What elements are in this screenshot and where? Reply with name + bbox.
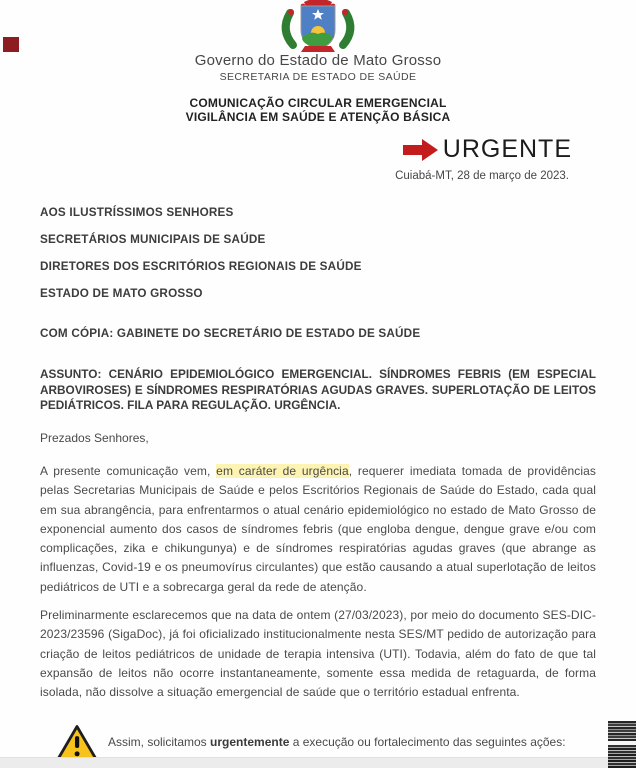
urgent-banner [403,135,572,164]
bottom-strip [0,757,636,768]
barcode [608,721,636,768]
paragraph1-post: , requerer imediata tomada de providências pelas Secretarias Municipais de Saúde e pelos Escritórios Regionais de Saúde do Estado, cada qual em sua abrangência, para enfrentarmos o atual cenário epidemiológico no estado de Mato Grosso de exponencial aumento dos casos de síndromes febris (que engloba dengue, dengue grave e/ou com complicações, zika e chikungunya) e de síndromes respiratórias agudas graves (que abrange as influenzas, Covid-19 e os pneumovírus circulantes) que estão causando a atual superlotação de leitos pediátricos de UTI e a sobrecarga geral da rede de atenção. [40,464,596,594]
urgent-arrow-icon [403,138,439,162]
document-title-line1: COMUNICAÇÃO CIRCULAR EMERGENCIAL [189,96,447,110]
action-pre: Assim, solicitamos [108,735,211,749]
copy-line: COM CÓPIA: GABINETE DO SECRETÁRIO DE ESTADO DE SAÚDE [40,327,421,340]
body-paragraph-1 [40,462,596,597]
recipient-line-3: DIRETORES DOS ESCRITÓRIOS REGIONAIS DE SAÚDE [40,260,362,273]
urgent-label: URGENTE [442,135,572,163]
paragraph1-highlighted-phrase: em caráter de urgência [216,464,349,478]
document-title-line2: VIGILÂNCIA EM SAÚDE E ATENÇÃO BÁSICA [185,110,451,124]
red-marker [3,37,19,52]
action-post: a execução ou fortalecimento das seguintes ações: [289,735,566,749]
recipient-line-4: ESTADO DE MATO GROSSO [40,287,203,300]
salutation: Prezados Senhores, [40,431,149,445]
action-line [108,735,578,749]
document-title [0,96,636,124]
government-name: Governo do Estado de Mato Grosso [194,52,442,69]
dateline: Cuiabá-MT, 28 de março de 2023. [395,170,569,182]
paragraph1-pre: A presente comunicação vem, [40,464,217,478]
recipient-line-1: AOS ILUSTRÍSSIMOS SENHORES [40,206,234,219]
barcode-band-bottom [608,745,636,768]
body-paragraph-2: Preliminarmente esclarecemos que na data de ontem (27/03/2023), por meio do documento SES-DIC-2023/23596 (SigaDoc), já foi oficializado institucionalmente nesta SES/MT pedido de autorização para criação de leitos pediátricos de unidade de terapia intensiva (UTI). Todavia, além do fato de que tal expansão de leitos não ocorre instantaneamente, somente essa medida de retaguarda, de forma isolada, não dissolve a situação emergencial de saúde que o território estadual enfrenta. [40,608,596,700]
coat-of-arms-icon [270,0,366,52]
barcode-band-top [608,721,636,741]
recipient-line-2: SECRETÁRIOS MUNICIPAIS DE SAÚDE [40,233,266,246]
action-bold-word: urgentemente [210,735,290,749]
secretariat-name: SECRETARIA DE ESTADO DE SAÚDE [219,71,417,83]
subject-line: ASSUNTO: CENÁRIO EPIDEMIOLÓGICO EMERGENCIAL. SÍNDROMES FEBRIS (EM ESPECIAL ARBOVIROSES) E SÍNDROMES RESPIRATÓRIAS AGUDAS GRAVES. SUPERLOTAÇÃO DE LEITOS PEDIÁTRICOS. FILA PARA REGULAÇÃO. URGÊNCIA. [40,367,596,412]
